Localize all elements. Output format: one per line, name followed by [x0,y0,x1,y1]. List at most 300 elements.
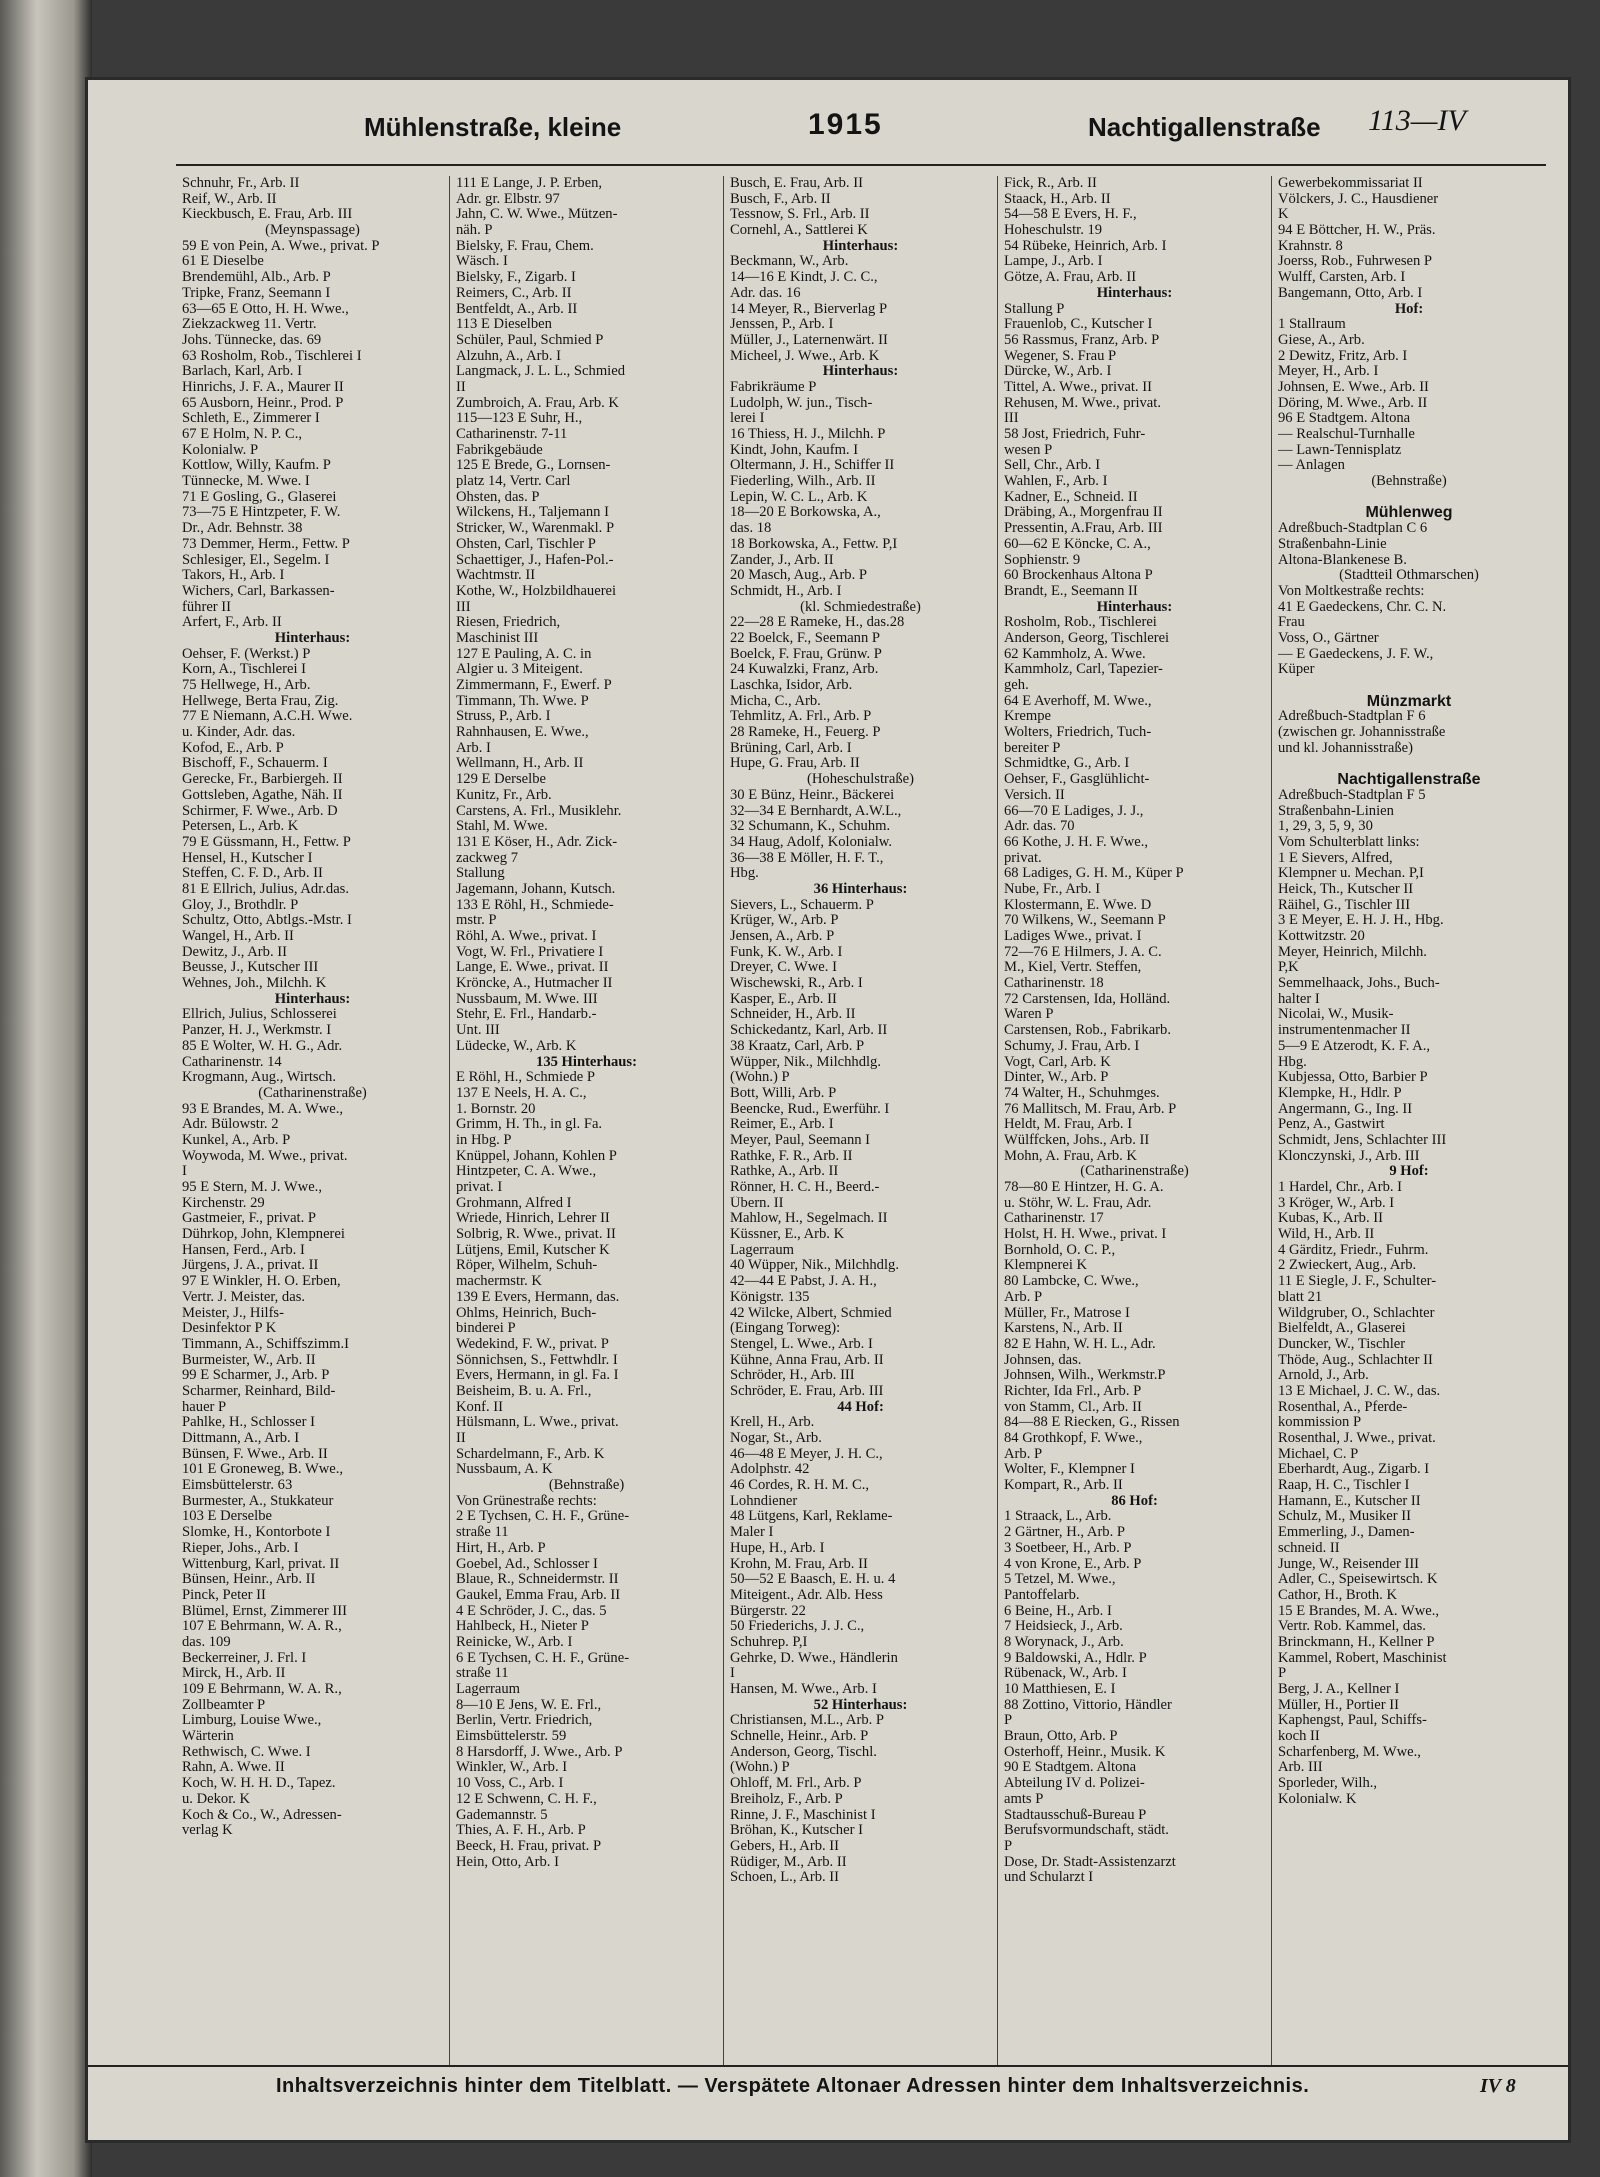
directory-entry: 7 Heidsieck, J., Arb. [1004,1619,1123,1635]
directory-entry: Schmidt, Jens, Schlachter III [1278,1132,1447,1148]
directory-entry: Stadtausschuß-Bureau P [1004,1807,1147,1823]
directory-entry: Hinterhaus: [1096,285,1173,301]
directory-entry: Hof: [1394,301,1424,317]
directory-entry: Fick, R., Arb. II [1004,176,1097,191]
directory-entry: Oehser, F. (Werkst.) P [182,646,311,662]
directory-entry: 103 E Derselbe [182,1509,272,1525]
directory-entry: straße 11 [456,1525,509,1541]
directory-entry: Berufsvormundschaft, städt. [1004,1823,1169,1839]
directory-entry: privat. I [456,1180,503,1195]
directory-entry: 2 E Tychsen, C. H. F., Grüne- [456,1509,630,1525]
directory-entry: Woywoda, M. Wwe., privat. [182,1148,348,1164]
directory-entry: Schlesiger, El., Segelm. I [182,552,330,568]
directory-entry: in Hbg. P [456,1132,512,1148]
directory-entry: Arb. I [456,740,491,756]
directory-entry: 22—28 E Rameke, H., das.28 [730,615,905,631]
directory-entry: Gademannstr. 5 [456,1807,548,1823]
directory-entry: Dräbing, A., Morgenfrau II [1004,505,1163,521]
column-4 [998,176,1272,2066]
directory-entry: 67 E Holm, N. P. C., [182,427,303,442]
directory-entry: Fabrikräume P [730,379,817,395]
directory-entry: K [1278,207,1289,223]
directory-entry: von Stamm, Cl., Arb. II [1004,1399,1142,1415]
directory-entry: Rieper, Johs., Arb. I [182,1540,299,1556]
directory-entry: Versich. II [1004,787,1065,803]
directory-entry: Rethwisch, C. Wwe. I [182,1744,311,1760]
directory-entry: (Catharinenstraße) [258,1085,367,1101]
directory-entry: (Wohn.) P [730,1760,790,1776]
directory-entry: Völckers, J. C., Hausdiener [1278,191,1439,207]
directory-entry: Wülffcken, Johs., Arb. II [1004,1132,1150,1148]
directory-entry: Semmelhaack, Johs., Buch- [1278,976,1440,992]
directory-entry: 12 E Schwenn, C. H. F., [456,1791,597,1807]
directory-entry: E Röhl, H., Schmiede P [456,1070,596,1086]
directory-entry: Karstens, N., Arb. II [1004,1321,1123,1337]
directory-entry: Bünsen, Heinr., Arb. II [182,1572,316,1588]
directory-entry: 73—75 E Hintzpeter, F. W. [182,505,341,521]
directory-entry: amts P [1004,1791,1044,1807]
directory-entry: Schüler, Paul, Schmied P [456,332,604,348]
directory-entry: Stehr, E. Frl., Handarb.- [456,1007,597,1023]
directory-entry: Müller, Fr., Matrose I [1004,1305,1130,1321]
directory-entry: 10 Matthiesen, E. I [1004,1682,1116,1697]
directory-entry: Müller, H., Portier II [1278,1697,1400,1713]
directory-entry: Ziekzackweg 11. Vertr. [182,317,317,333]
directory-entry: 22 Boelck, F., Seemann P [730,630,881,646]
directory-entry: Adr. das. 16 [730,285,801,301]
directory-entry: Schnelle, Heinr., Arb. P [730,1729,869,1745]
directory-entry: Lange, E. Wwe., privat. II [456,960,609,976]
directory-entry: Kothe, W., Holzbildhauerei [456,583,617,599]
directory-entry: Christiansen, M.L., Arb. P [730,1713,885,1729]
directory-entry: Hbg. [1278,1054,1307,1070]
directory-entry: Schulz, M., Musiker II [1278,1509,1411,1525]
directory-entry: Reinicke, W., Arb. I [456,1634,573,1650]
directory-entry: Burmeister, W., Arb. II [182,1352,316,1368]
directory-entry: Wehnes, Joh., Milchh. K [182,976,327,992]
directory-entry: 96 E Stadtgem. Altona [1278,411,1411,427]
directory-entry: Schmidt, H., Arb. I [730,583,842,599]
directory-entry: Schnuhr, Fr., Arb. II [182,176,300,191]
directory-entry: Grohmann, Alfred I [456,1195,572,1211]
directory-entry: 133 E Röhl, H., Schmiede- [456,897,614,913]
directory-entry: Arfert, F., Arb. II [182,615,282,631]
directory-entry: Bielsky, F. Frau, Chem. [456,238,594,254]
directory-entry: 16 Thiess, H. J., Milchh. P [730,427,886,442]
directory-entry: 48 Lütgens, Karl, Reklame- [730,1509,893,1525]
directory-entry: Micheel, J. Wwe., Arb. K [730,348,880,364]
directory-entry: Johnsen, E. Wwe., Arb. II [1278,379,1429,395]
directory-entry: 129 E Derselbe [456,772,546,788]
directory-entry: Emmerling, J., Damen- [1278,1525,1415,1541]
directory-entry: Röper, Wilhelm, Schuh- [456,1258,598,1274]
directory-entry: Lepin, W. C. L., Arb. K [730,489,868,505]
directory-entry: Krüger, W., Arb. P [730,913,839,929]
directory-entry: 131 E Köser, H., Adr. Zick- [456,834,618,850]
directory-entry: 54—58 E Evers, H. F., [1004,207,1137,223]
directory-entry: Münzmarkt [1366,693,1452,710]
directory-entry: 75 Hellwege, H., Arb. [182,678,311,693]
directory-entry: — E Gaedeckens, J. F. W., [1278,646,1434,662]
directory-entry: Hein, Otto, Arb. I [456,1854,559,1870]
directory-entry: Kühne, Anna Frau, Arb. II [730,1352,884,1368]
directory-entry: straße 11 [456,1666,509,1682]
directory-entry: II [456,379,466,395]
directory-entry: Dührkop, John, Klempnerei [182,1227,345,1243]
directory-entry: Kompart, R., Arb. II [1004,1478,1123,1494]
directory-entry: Krogmann, Aug., Wirtsch. [182,1070,336,1086]
directory-entry: Schoen, L., Arb. II [730,1870,840,1886]
directory-entry: Schaettiger, J., Hafen-Pol.- [456,552,614,568]
directory-entry: Übern. II [730,1195,784,1211]
directory-entry: Ellrich, Julius, Schlosserei [182,1007,337,1023]
directory-entry [1278,490,1540,506]
directory-entry: 72—76 E Hilmers, J. A. C. [1004,944,1162,960]
directory-entry: 70 Wilkens, W., Seemann P [1004,913,1166,929]
directory-entry: Krell, H., Arb. [730,1415,815,1431]
directory-entry: Hinterhaus: [1096,599,1173,615]
directory-entry: Sporleder, Wilh., [1278,1776,1378,1792]
directory-entry: Anderson, Georg, Tischl. [730,1744,877,1760]
directory-entry: 71 E Gosling, G., Glaserei [182,489,337,505]
directory-entry: Schmidtke, G., Arb. I [1004,756,1130,772]
directory-entry: (Hoheschulstraße) [807,772,914,788]
directory-entry: näh. P [456,223,493,239]
directory-entry: Klempnerei K [1004,1258,1088,1274]
directory-entry: 42—44 E Pabst, J. A. H., [730,1274,877,1290]
directory-entry: Schardelmann, F., Arb. K [456,1446,605,1462]
directory-entry: 113 E Dieselben [456,317,552,333]
directory-entry: Beencke, Rud., Ewerführ. I [730,1101,890,1117]
directory-entry: Brüning, Carl, Arb. I [730,740,852,756]
directory-entry: führer II [182,599,232,615]
directory-entry: Grimm, H. Th., in gl. Fa. [456,1117,603,1133]
directory-entry: Thies, A. F. H., Arb. P [456,1823,586,1839]
directory-entry: Carstensen, Rob., Fabrikarb. [1004,1023,1171,1039]
column-5 [1272,176,1546,2066]
directory-entry: (kl. Schmiedestraße) [800,599,921,615]
directory-entry: Pinck, Peter II [182,1587,266,1603]
directory-entry: P,K [1278,960,1299,976]
directory-entry: 9 Baldowski, A., Hdlr. P [1004,1650,1147,1666]
directory-entry: binderei P [456,1321,516,1337]
directory-entry: Klempke, H., Hdlr. P [1278,1085,1402,1101]
footer-page-ref: IV 8 [1480,2075,1516,2097]
directory-entry: Limburg, Louise Wwe., [182,1713,322,1729]
directory-entry: Voss, O., Gärtner [1278,630,1379,646]
directory-entry: Maler I [730,1525,774,1541]
directory-entry: Götze, A. Frau, Arb. II [1004,270,1137,286]
directory-entry: Konf. II [456,1399,504,1415]
directory-entry: Reimers, C., Arb. II [456,285,572,301]
directory-entry: Desinfektor P K [182,1321,277,1337]
footer-note: Inhaltsverzeichnis hinter dem Titelblatt. — Verspätete Altonaer Adressen hinter dem Inhaltsverzeichnis. [276,2075,1310,2097]
directory-entry: Gastmeier, F., privat. P [182,1211,317,1227]
directory-entry: Alzuhn, A., Arb. I [456,348,561,364]
directory-entry: 9 Hof: [1389,1164,1429,1180]
directory-entry: Busch, F., Arb. II [730,191,831,207]
directory-entry: 90 E Stadtgem. Altona [1004,1760,1137,1776]
directory-entry: Schirmer, F. Wwe., Arb. D [182,803,338,819]
directory-entry: Von Grünestraße rechts: [456,1493,597,1509]
directory-entry: Rosenthal, A., Pferde- [1278,1399,1408,1415]
directory-entry: 56 Rassmus, Franz, Arb. P [1004,332,1160,348]
directory-entry: Döring, M. Wwe., Arb. II [1278,395,1428,411]
directory-entry: Wellmann, H., Arb. II [456,756,584,772]
directory-entry: Hellwege, Berta Frau, Zig. [182,693,339,709]
directory-entry: Küssner, E., Arb. K [730,1227,845,1243]
directory-entry: Wolters, Friedrich, Tuch- [1004,725,1152,741]
directory-entry: Johs. Tünnecke, das. 69 [182,332,322,348]
directory-entry: Sell, Chr., Arb. I [1004,458,1101,474]
directory-entry: Scharmer, Reinhard, Bild- [182,1383,336,1399]
directory-entry: Slomke, H., Kontorbote I [182,1525,331,1541]
directory-entry: 3 E Meyer, E. H. J. H., Hbg. [1278,913,1444,929]
directory-entry: Algier u. 3 Miteigent. [456,662,583,678]
header-rule [176,164,1546,166]
directory-entry: Riesen, Friedrich, [456,615,561,631]
directory-entry: Ohsten, Carl, Tischler P [456,536,596,552]
directory-entry: Barlach, Karl, Arb. I [182,364,302,380]
directory-entry: 84 Grothkopf, F. Wwe., [1004,1431,1143,1446]
directory-entry: Evers, Hermann, in gl. Fa. I [456,1368,619,1384]
directory-entry: Meyer, Paul, Seemann I [730,1132,871,1148]
header-year: 1915 [808,108,883,141]
directory-entry: Koch & Co., W., Adressen- [182,1807,342,1823]
directory-entry: Wangel, H., Arb. II [182,929,294,944]
directory-entry: 38 Kraatz, Carl, Arb. P [730,1038,865,1054]
directory-entry: Adolphstr. 42 [730,1462,810,1478]
directory-entry: Duncker, W., Tischler [1278,1336,1406,1352]
directory-entry: Ludolph, W. jun., Tisch- [730,395,873,411]
directory-entry: 58 Jost, Friedrich, Fuhr- [1004,427,1146,442]
directory-entry: Wahlen, F., Arb. I [1004,474,1108,490]
directory-entry: Beisheim, B. u. A. Frl., [456,1383,592,1399]
directory-entry: Kammholz, Carl, Tapezier- [1004,662,1163,678]
directory-entry: Kolonialw. K [1278,1791,1357,1807]
directory-entry: Scharfenberg, M. Wwe., [1278,1744,1421,1760]
directory-entry: Tripke, Franz, Seemann I [182,285,331,301]
directory-entry: Stallung [456,866,505,882]
directory-entry: Rahn, A. Wwe. II [182,1760,285,1776]
directory-entry: Bielfeldt, A., Glaserei [1278,1321,1406,1337]
directory-entry: Stengel, L. Wwe., Arb. I [730,1336,873,1352]
directory-entry: Gloy, J., Brothdlr. P [182,897,299,913]
directory-entry: Hamann, E., Kutscher II [1278,1493,1421,1509]
directory-entry: Wegener, S. Frau P [1004,348,1117,364]
directory-entry: Koch, W. H. H. D., Tapez. [182,1776,336,1792]
directory-entry: 59 E von Pein, A. Wwe., privat. P [182,238,380,254]
directory-entry: Kirchenstr. 29 [182,1195,265,1211]
directory-entry: 36 Hinterhaus: [813,881,908,897]
directory-entry: 8 Worynack, J., Arb. [1004,1634,1124,1650]
directory-entry: Rosholm, Rob., Tischlerei [1004,615,1157,631]
directory-entry: Wildgruber, O., Schlachter [1278,1305,1435,1321]
directory-entry: platz 14, Vertr. Carl [456,474,571,490]
directory-entry: Müller, J., Laternenwärt. II [730,332,888,348]
directory-entry: Kasper, E., Arb. II [730,991,837,1007]
directory-entry: Stahl, M. Wwe. [456,819,548,835]
directory-entry: privat. [1004,850,1042,866]
directory-entry: Joerss, Rob., Fuhrwesen P [1278,254,1433,270]
directory-entry: 62 Kammholz, A. Wwe. [1004,646,1146,662]
directory-entry: Bielsky, F., Zigarb. I [456,270,576,286]
directory-entry: (Behnstraße) [548,1478,625,1494]
directory-entry: (Catharinenstraße) [1080,1164,1189,1180]
directory-entry: Schickedantz, Karl, Arb. II [730,1023,888,1039]
directory-entry: Königstr. 135 [730,1289,810,1305]
directory-entry: 11 E Siegle, J. F., Schulter- [1278,1274,1437,1290]
directory-entry: 82 E Hahn, W. H. L., Adr. [1004,1336,1156,1352]
directory-entry: 63 Rosholm, Rob., Tischlerei I [182,348,362,364]
directory-entry: u. Kinder, Adr. das. [182,725,296,741]
directory-entry: 63—65 E Otto, H. H. Wwe., [182,301,349,317]
directory-entry: Lagerraum [730,1242,795,1258]
directory-entry: 46 Cordes, R. H. M. C., [730,1478,870,1494]
directory-entry: Frauenlob, C., Kutscher I [1004,317,1153,333]
directory-entry: 34 Haug, Adolf, Kolonialw. [730,834,892,850]
directory-entry: 4 von Krone, E., Arb. P [1004,1556,1142,1572]
directory-entry: Sophienstr. 9 [1004,552,1081,568]
directory-entry: Hensel, H., Kutscher I [182,850,313,866]
directory-entry: Funk, K. W., Arb. I [730,944,843,960]
directory-entry: Arnold, J., Arb. [1278,1368,1369,1384]
directory-entry: Jahn, C. W. Wwe., Mützen- [456,207,618,223]
directory-entry: 13 E Michael, J. C. W., das. [1278,1383,1441,1399]
directory-entry: 94 E Böttcher, H. W., Präs. [1278,223,1436,239]
directory-entry: Rübenack, W., Arb. I [1004,1666,1127,1682]
directory-entry: Hansen, M. Wwe., Arb. I [730,1682,877,1697]
directory-entry: P [1278,1666,1287,1682]
directory-entry: Straßenbahn-Linien [1278,803,1394,819]
directory-entry: Klempner u. Mechan. P,I [1278,866,1424,882]
directory-entry: Adler, C., Speisewirtsch. K [1278,1572,1438,1588]
directory-entry: 109 E Behrmann, W. A. R., [182,1682,342,1697]
directory-entry: Ladiges Wwe., privat. I [1004,929,1142,944]
directory-entry: Hirt, H., Arb. P [456,1540,546,1556]
directory-entry [1278,756,1540,772]
directory-entry: Adr. das. 70 [1004,819,1075,835]
directory-entry: Kofod, E., Arb. P [182,740,284,756]
directory-entry: Klonczynski, J., Arb. III [1278,1148,1420,1164]
directory-entry: Hinterhaus: [822,238,899,254]
directory-entry: Adreßbuch-Stadtplan F 5 [1278,787,1426,803]
directory-entry: Altona-Blankenese B. [1278,552,1407,568]
directory-entry: 66—70 E Ladiges, J. J., [1004,803,1144,819]
directory-entry: Steffen, C. F. D., Arb. II [182,866,323,882]
directory-entry: 78—80 E Hintzer, H. G. A. [1004,1180,1164,1195]
directory-entry: blatt 21 [1278,1289,1323,1305]
directory-entry: Brendemühl, Alb., Arb. P [182,270,331,286]
directory-entry: Stallung P [1004,301,1065,317]
directory-entry: 139 E Evers, Hermann, das. [456,1289,620,1305]
directory-entry: 77 E Niemann, A.C.H. Wwe. [182,709,353,725]
directory-entry: das. 109 [182,1634,231,1650]
directory-entry: 1, 29, 3, 5, 9, 30 [1278,819,1373,835]
directory-entry: Krohn, M. Frau, Arb. II [730,1556,868,1572]
directory-entry: (Eingang Torweg): [730,1321,841,1337]
directory-entry: 115—123 E Suhr, H., [456,411,583,427]
directory-entry: Bürgerstr. 22 [730,1603,806,1619]
directory-entry [1278,678,1540,694]
directory-entry: 2 Gärtner, H., Arb. P [1004,1525,1126,1541]
directory-entry: Raap, H. C., Tischler I [1278,1478,1410,1494]
directory-entry: Burmester, A., Stukkateur [182,1493,334,1509]
directory-entry: Blümel, Ernst, Zimmerer III [182,1603,347,1619]
directory-entry: Ohlms, Heinrich, Buch- [456,1305,597,1321]
directory-entry: Wittenburg, Karl, privat. II [182,1556,340,1572]
directory-entry: Dreyer, C. Wwe. I [730,960,837,976]
directory-entry: Winkler, W., Arb. I [456,1760,568,1776]
directory-entry: 46—48 E Meyer, J. H. C., [730,1446,883,1462]
directory-entry: Adreßbuch-Stadtplan F 6 [1278,709,1426,725]
directory-entry: Vogt, W. Frl., Privatiere I [456,944,604,960]
directory-entry: Lüdecke, W., Arb. K [456,1038,577,1054]
directory-entry: — Realschul-Turnhalle [1278,427,1415,442]
directory-entry: 54 Rübeke, Heinrich, Arb. I [1004,238,1167,254]
directory-entry: Hinrichs, J. F. A., Maurer II [182,379,344,395]
directory-entry: Hülsmann, L. Wwe., privat. [456,1415,619,1431]
column-1 [176,176,450,2066]
directory-entry: Bünsen, F. Wwe., Arb. II [182,1446,328,1462]
directory-entry: 68 Ladiges, G. H. M., Küper P [1004,866,1184,882]
directory-entry: 1 Stallraum [1278,317,1346,333]
directory-entry: (Wohn.) P [730,1070,790,1086]
directory-entry: Tessnow, S. Frl., Arb. II [730,207,870,223]
directory-entry: Kieckbusch, E. Frau, Arb. III [182,207,353,223]
directory-entry: Eimsbüttelerstr. 63 [182,1478,293,1494]
directory-entry: 44 Hof: [837,1399,884,1415]
directory-entry: 137 E Neels, H. A. C., [456,1085,587,1101]
directory-entry: Kottlow, Willy, Kaufm. P [182,458,331,474]
directory-entry: Jensen, A., Arb. P [730,929,835,944]
directory-entry: Giese, A., Arb. [1278,332,1365,348]
directory-entry: Meister, J., Hilfs- [182,1305,284,1321]
directory-entry: 40 Wüpper, Nik., Milchhdlg. [730,1258,899,1274]
directory-entry: Michael, C. P [1278,1446,1359,1462]
directory-entry: Gehrke, D. Wwe., Händlerin [730,1650,898,1666]
header-page-number: 113—IV [1368,104,1466,137]
directory-entry: Kaphengst, Paul, Schiffs- [1278,1713,1427,1729]
directory-entry: Beckerreiner, J. Frl. I [182,1650,307,1666]
directory-entry: 86 Hof: [1111,1493,1158,1509]
directory-entry: Adreßbuch-Stadtplan C 6 [1278,521,1428,537]
directory-entry: Holst, H. H. Wwe., privat. I [1004,1227,1167,1243]
directory-entry: Catharinenstr. 14 [182,1054,282,1070]
directory-entry: Gerecke, Fr., Barbiergeh. II [182,772,343,788]
directory-entry: Heldt, M. Frau, Arb. I [1004,1117,1133,1133]
directory-entry: Oltermann, J. H., Schiffer II [730,458,895,474]
directory-entry: Wulff, Carsten, Arb. I [1278,270,1406,286]
directory-entry: Korn, A., Tischlerei I [182,662,307,678]
directory-entry: Ohsten, das. P [456,489,540,505]
directory-entry: Gaukel, Emma Frau, Arb. II [456,1587,621,1603]
directory-entry: wesen P [1004,442,1053,458]
directory-entry: 93 E Brandes, M. A. Wwe., [182,1101,344,1117]
directory-entry: Kubas, K., Arb. II [1278,1211,1383,1227]
directory-entry: Adr. gr. Elbstr. 97 [456,191,560,207]
directory-entry: Beeck, H. Frau, privat. P [456,1838,602,1854]
directory-entry: 111 E Lange, J. P. Erben, [456,176,603,191]
directory-entry: Osterhoff, Heinr., Musik. K [1004,1744,1166,1760]
directory-entry: instrumentenmacher II [1278,1023,1411,1039]
directory-entry: 14 Meyer, R., Bierverlag P [730,301,888,317]
directory-entry: das. 18 [730,521,772,537]
directory-entry: Schuhrep. P,I [730,1634,808,1650]
directory-entry: Kammel, Robert, Maschinist [1278,1650,1447,1666]
directory-entry: Rathke, F. R., Arb. II [730,1148,853,1164]
directory-entry: 1 Hardel, Chr., Arb. I [1278,1180,1403,1195]
